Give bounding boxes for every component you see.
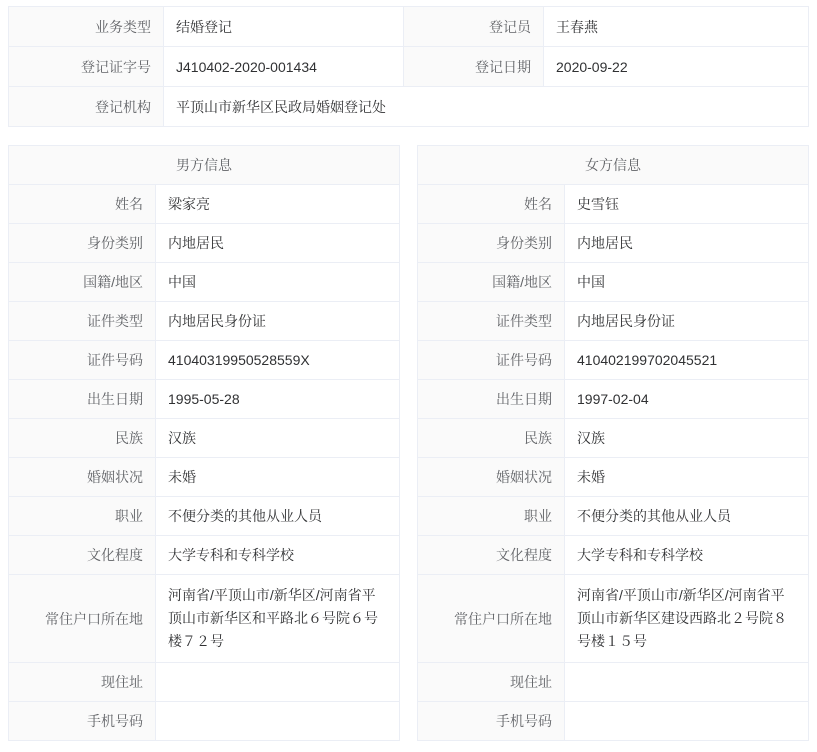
table-row: [9, 663, 400, 702]
table-row: [418, 536, 809, 575]
business-type-label: 业务类型: [9, 7, 164, 47]
male-current-address-label: 现住址: [9, 663, 156, 702]
table-row: [9, 185, 400, 224]
table-row: [9, 380, 400, 419]
female-id-type-label: 证件类型: [418, 302, 565, 341]
table-row: [418, 185, 809, 224]
table-row: [9, 146, 400, 185]
table-row: [9, 458, 400, 497]
certificate-number-value: J410402-2020-001434: [164, 47, 404, 87]
male-name-label: 姓名: [9, 185, 156, 224]
female-household-address-label: 常住户口所在地: [418, 575, 565, 663]
table-row: [418, 146, 809, 185]
person-panels: [8, 145, 809, 741]
female-current-address-value: [565, 663, 809, 702]
table-row: [418, 419, 809, 458]
male-ethnicity-value: 汉族: [156, 419, 400, 458]
female-current-address-label: 现住址: [418, 663, 565, 702]
table-row: [418, 663, 809, 702]
table-row: [9, 575, 400, 663]
registration-agency-label: 登记机构: [9, 87, 164, 127]
female-name-label: 姓名: [418, 185, 565, 224]
male-occupation-value: 不便分类的其他从业人员: [156, 497, 400, 536]
male-current-address-value: [156, 663, 400, 702]
male-ethnicity-label: 民族: [9, 419, 156, 458]
male-birth-date-label: 出生日期: [9, 380, 156, 419]
table-row: [9, 341, 400, 380]
female-name-value: 史雪钰: [565, 185, 809, 224]
female-phone-label: 手机号码: [418, 702, 565, 741]
table-row: [9, 702, 400, 741]
male-occupation-label: 职业: [9, 497, 156, 536]
male-birth-date-value: 1995-05-28: [156, 380, 400, 419]
male-household-address-label: 常住户口所在地: [9, 575, 156, 663]
male-id-number-value: 41040319950528559X: [156, 341, 400, 380]
table-row: [9, 47, 809, 87]
male-nationality-value: 中国: [156, 263, 400, 302]
registrar-value: 王春燕: [544, 7, 809, 47]
registration-summary-table: [8, 6, 809, 127]
male-info-title: 男方信息: [9, 146, 400, 185]
female-id-number-value: 410402199702045521: [565, 341, 809, 380]
male-name-value: 梁家亮: [156, 185, 400, 224]
female-identity-category-label: 身份类别: [418, 224, 565, 263]
table-row: [418, 302, 809, 341]
registration-agency-value: 平顶山市新华区民政局婚姻登记处: [164, 87, 809, 127]
female-nationality-label: 国籍/地区: [418, 263, 565, 302]
male-marital-status-label: 婚姻状况: [9, 458, 156, 497]
female-info-table: [417, 145, 809, 741]
table-row: [9, 419, 400, 458]
certificate-number-label: 登记证字号: [9, 47, 164, 87]
female-birth-date-value: 1997-02-04: [565, 380, 809, 419]
male-phone-value: [156, 702, 400, 741]
male-identity-category-value: 内地居民: [156, 224, 400, 263]
female-marital-status-value: 未婚: [565, 458, 809, 497]
male-id-number-label: 证件号码: [9, 341, 156, 380]
registrar-label: 登记员: [404, 7, 544, 47]
table-row: [9, 536, 400, 575]
table-row: [9, 224, 400, 263]
male-education-label: 文化程度: [9, 536, 156, 575]
male-nationality-label: 国籍/地区: [9, 263, 156, 302]
male-marital-status-value: 未婚: [156, 458, 400, 497]
female-ethnicity-value: 汉族: [565, 419, 809, 458]
registration-date-label: 登记日期: [404, 47, 544, 87]
male-identity-category-label: 身份类别: [9, 224, 156, 263]
female-education-value: 大学专科和专科学校: [565, 536, 809, 575]
table-row: [9, 497, 400, 536]
table-row: [418, 224, 809, 263]
female-occupation-label: 职业: [418, 497, 565, 536]
table-row: [9, 87, 809, 127]
female-info-title: 女方信息: [418, 146, 809, 185]
female-phone-value: [565, 702, 809, 741]
table-row: [418, 341, 809, 380]
table-row: [418, 702, 809, 741]
male-household-address-value: 河南省/平顶山市/新华区/河南省平顶山市新华区和平路北６号院６号楼７２号: [156, 575, 400, 663]
female-education-label: 文化程度: [418, 536, 565, 575]
male-education-value: 大学专科和专科学校: [156, 536, 400, 575]
table-row: [418, 458, 809, 497]
female-occupation-value: 不便分类的其他从业人员: [565, 497, 809, 536]
table-row: [9, 302, 400, 341]
table-row: [418, 380, 809, 419]
female-marital-status-label: 婚姻状况: [418, 458, 565, 497]
table-row: [418, 575, 809, 663]
table-row: [9, 7, 809, 47]
male-phone-label: 手机号码: [9, 702, 156, 741]
male-id-type-label: 证件类型: [9, 302, 156, 341]
female-nationality-value: 中国: [565, 263, 809, 302]
business-type-value: 结婚登记: [164, 7, 404, 47]
male-id-type-value: 内地居民身份证: [156, 302, 400, 341]
female-birth-date-label: 出生日期: [418, 380, 565, 419]
female-household-address-value: 河南省/平顶山市/新华区/河南省平顶山市新华区建设西路北２号院８号楼１５号: [565, 575, 809, 663]
registration-date-value: 2020-09-22: [544, 47, 809, 87]
table-row: [418, 497, 809, 536]
female-ethnicity-label: 民族: [418, 419, 565, 458]
male-info-table: [8, 145, 400, 741]
female-id-number-label: 证件号码: [418, 341, 565, 380]
table-row: [418, 263, 809, 302]
female-identity-category-value: 内地居民: [565, 224, 809, 263]
female-id-type-value: 内地居民身份证: [565, 302, 809, 341]
table-row: [9, 263, 400, 302]
